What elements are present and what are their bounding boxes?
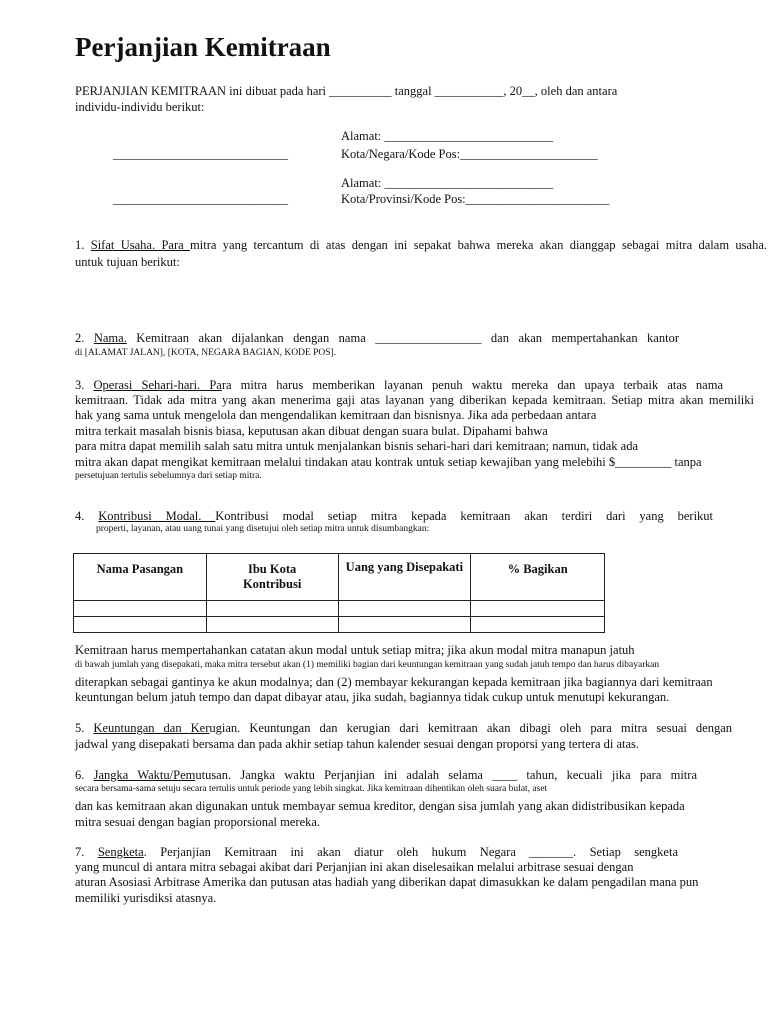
section-3-heading: Operasi Sehari-hari. Pa [93,378,222,392]
section-1-heading: Sifat Usaha. Para [90,238,191,252]
party-2-address: Alamat: ___________________________ [341,176,554,190]
section-3-line-2: kemitraan. Tidak ada mitra yang akan menerima gaji atas layanan yang diberikan kepada kemitraan. Setiap mitra akan memiliki [75,393,754,407]
section-4-heading: Kontribusi Modal. [98,509,216,523]
section-3-line-4: mitra terkait masalah bisnis biasa, keputusan akan dibuat dengan suara bulat. Dipahami bahwa [75,424,548,438]
header-share-percent: % Bagikan [471,554,605,601]
table-cell[interactable] [338,601,471,617]
section-4-line-2: properti, layanan, atau uang tunai yang disetujui oleh setiap mitra untuk disumbangkan: [96,524,430,534]
section-3-line-3: hak yang sama untuk mengelola dan mengendalikan kemitraan dan bisnisnya. Jika ada perbedaan antara [75,408,597,422]
section-1-line-1: 1. Sifat Usaha. Para mitra yang tercantum di atas dengan ini sepakat bahwa mereka akan dianggap sebagai mitra dalam usaha. [75,238,768,252]
party-1-city: Kota/Negara/Kode Pos:______________________ [341,147,598,161]
section-7-line-1: 7. Sengketa. Perjanjian Kemitraan ini akan diatur oleh hukum Negara _______. Setiap sengketa [75,845,679,859]
section-3-line-7: persetujuan tertulis sebelumnya dari setiap mitra. [75,471,262,481]
section-7-heading: Sengketa [97,845,144,859]
section-3-line-1: 3. Operasi Sehari-hari. Para mitra harus memberikan layanan penuh waktu mereka dan upaya terbaik atas nama [75,378,723,392]
section-6-line-4: mitra sesuai dengan bagian proporsional mereka. [75,815,321,829]
capital-line-4: keuntungan belum jatuh tempo dan dapat dibayar atau, jika sudah, bagiannya tidak cukup untuk menutupi kekurangan. [75,690,670,704]
party-1-address: Alamat: ___________________________ [341,129,554,143]
table-cell[interactable] [74,617,207,633]
section-6-heading: Jangka Waktu/Pem [93,768,196,782]
section-4-line-1: 4. Kontribusi Modal. Kontribusi modal setiap mitra kepada kemitraan akan terdiri dari yang berikut [75,509,714,523]
section-5-line-2: jadwal yang disepakati bersama dan pada akhir setiap tahun kalender sesuai dengan proporsi yang tertera di atas. [75,737,640,751]
capital-contribution-table [73,553,605,633]
section-2-heading: Nama. [93,331,127,345]
section-5-heading: Keuntungan dan Ker [93,721,210,735]
section-2-line-2: di [ALAMAT JALAN], [KOTA, NEGARA BAGIAN, KODE POS]. [75,348,337,358]
header-capital-contribution: Ibu Kota Kontribusi [206,554,338,601]
document-title: Perjanjian Kemitraan [75,32,331,62]
table-cell[interactable] [74,601,207,617]
section-7-line-4: memiliki yurisdiksi atasnya. [75,891,217,905]
capital-line-1: Kemitraan harus mempertahankan catatan akun modal untuk setiap mitra; jika akun modal mitra manapun jatuh [75,643,635,657]
section-6-line-1: 6. Jangka Waktu/Pemutusan. Jangka waktu Perjanjian ini adalah selama ____ tahun, kecuali jika para mitra [75,768,697,782]
section-2-line-1: 2. Nama. Kemitraan akan dijalankan dengan nama _________________ dan akan mempertahankan kantor [75,331,679,345]
section-3-line-6: mitra akan dapat mengikat kemitraan melalui tindakan atau kontrak untuk setiap kewajiban yang melebihi $_________ tanpa [75,455,702,469]
table-cell[interactable] [338,617,471,633]
table-cell[interactable] [471,617,605,633]
intro-line-2: individu-individu berikut: [75,100,205,114]
section-6-line-2: secara bersama-sama setuju secara tertulis untuk periode yang lebih singkat. Jika kemitraan dihentikan oleh suara bulat, aset [75,784,548,794]
section-5-line-1: 5. Keuntungan dan Kerugian. Keuntungan dan kerugian dari kemitraan akan dibagi oleh para mitra sesuai dengan [75,721,733,735]
table-cell[interactable] [471,601,605,617]
header-agreed-money: Uang yang Disepakati [338,554,471,601]
party-2-name-blank: ____________________________ [113,192,288,206]
section-6-line-3: dan kas kemitraan akan digunakan untuk membayar semua kreditor, dengan sisa jumlah yang akan didistribusikan kepada [75,799,685,813]
party-1-name-blank: ____________________________ [113,147,288,161]
capital-line-2: di bawah jumlah yang disepakati, maka mitra tersebut akan (1) memiliki bagian dari keuntungan kemitraan yang sudah jatuh tempo dan harus dibayarkan [75,660,660,670]
party-2-city: Kota/Provinsi/Kode Pos:_______________________ [341,192,610,206]
section-7-line-2: yang muncul di antara mitra sebagai akibat dari Perjanjian ini akan diselesaikan melalui arbitrase sesuai dengan [75,860,634,874]
header-partner-name: Nama Pasangan [74,554,207,601]
table-row [74,601,605,617]
section-7-line-3: aturan Asosiasi Arbitrase Amerika dan putusan atas hadiah yang diberikan dapat dimasukkan ke dalam pengadilan mana pun [75,875,699,889]
section-1-line-2: untuk tujuan berikut: [75,255,180,269]
capital-line-3: diterapkan sebagai gantinya ke akun modalnya; dan (2) membayar kekurangan kepada kemitraan jika bagiannya dari kemitraan [75,675,713,689]
intro-line-1: PERJANJIAN KEMITRAAN ini dibuat pada hari __________ tanggal ___________, 20__, oleh dan antara [75,84,618,98]
section-3-line-5: para mitra dapat memilih salah satu mitra untuk menjalankan bisnis sehari-hari dari kemitraan; namun, tidak ada [75,439,639,453]
table-cell[interactable] [206,601,338,617]
table-cell[interactable] [206,617,338,633]
table-header-row [74,554,605,601]
table-row [74,617,605,633]
